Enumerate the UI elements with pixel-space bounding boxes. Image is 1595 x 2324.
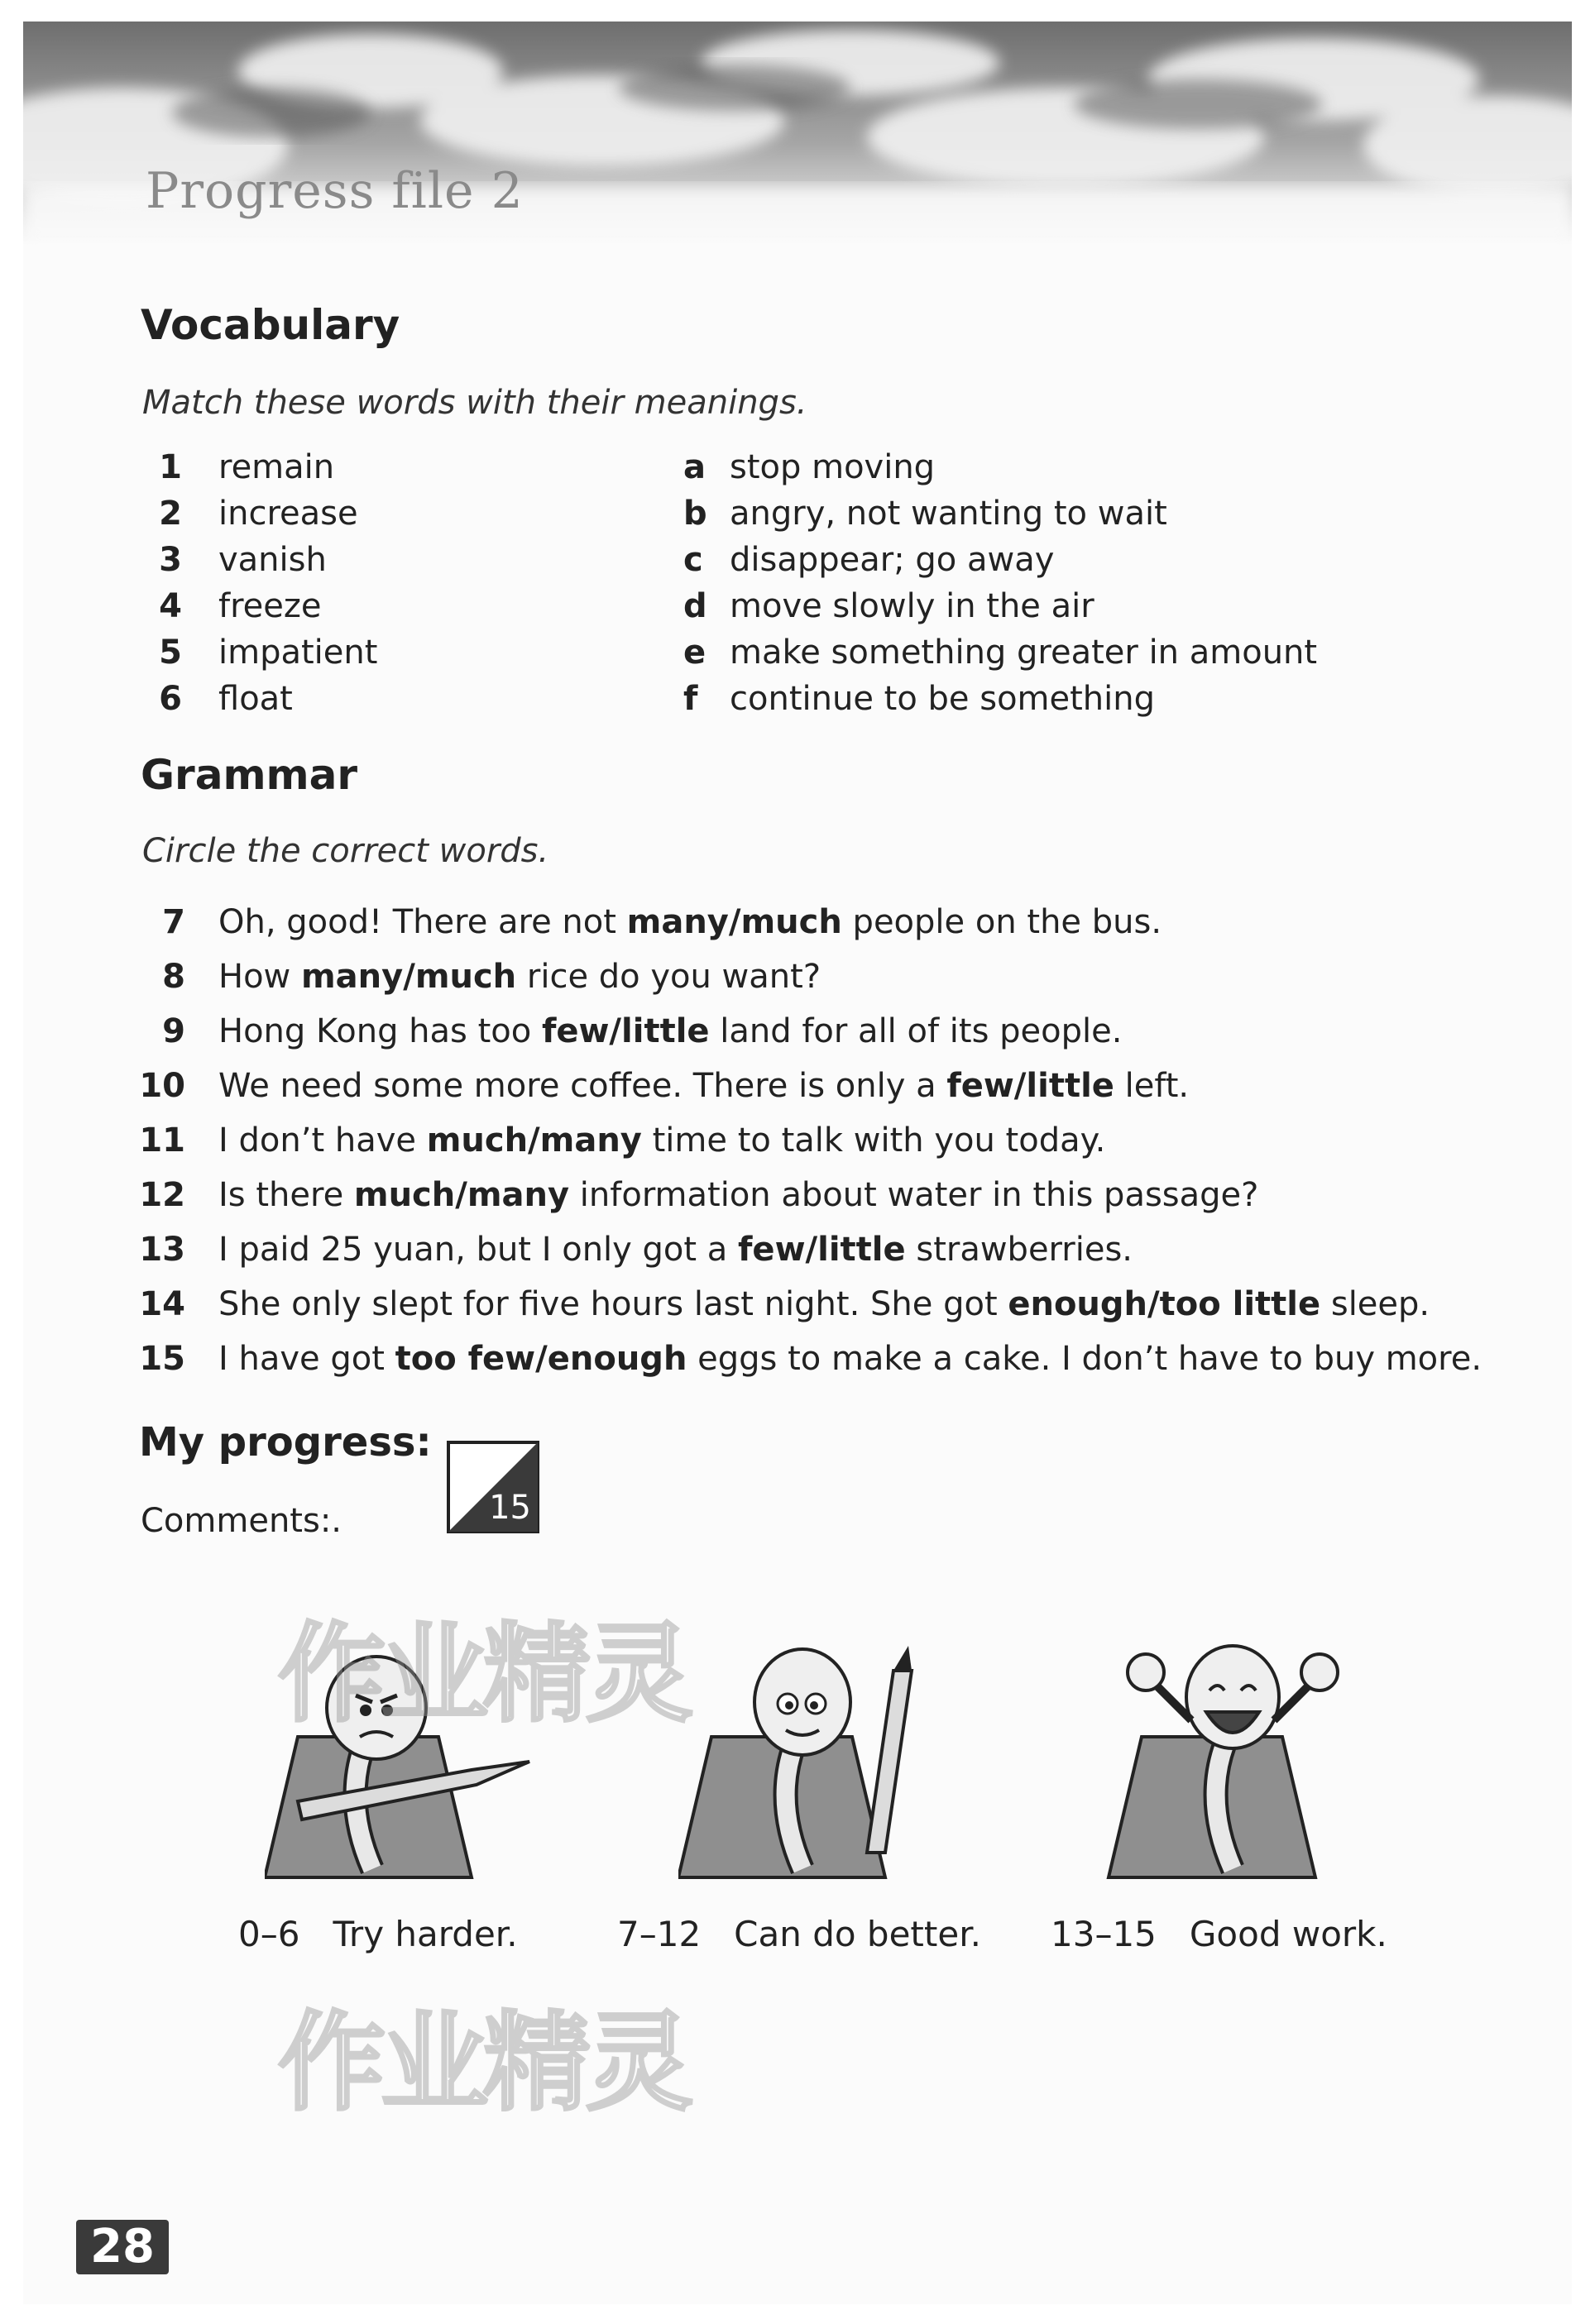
sentence-end: eggs to make a cake. I don’t have to buy more. (687, 1340, 1482, 1378)
grammar-sentence (218, 1067, 1189, 1105)
vocab-meaning-letter: c (683, 541, 703, 579)
page-title: Progress file 2 (146, 162, 524, 220)
vocab-meaning-letter: f (683, 680, 698, 718)
vocab-meaning: continue to be something (730, 680, 1156, 718)
sentence-start: I don’t have (218, 1121, 427, 1160)
vocab-word: impatient (218, 634, 378, 672)
level-text: Good work. (1189, 1914, 1387, 1954)
grammar-sentence (218, 1012, 1122, 1050)
sentence-end: left. (1114, 1067, 1190, 1105)
vocab-word-number: 4 (159, 587, 182, 625)
vocab-meaning-letter: a (683, 448, 706, 486)
vocab-word: increase (218, 495, 358, 533)
vocab-meaning: angry, not wanting to wait (730, 495, 1167, 533)
grammar-item-number: 13 (139, 1231, 185, 1269)
sentence-end: people on the bus. (841, 903, 1162, 941)
grammar-sentence (218, 1121, 1105, 1160)
grammar-sentence (218, 1285, 1430, 1323)
level-0-6 (238, 1914, 518, 1954)
grammar-sentence (218, 1340, 1482, 1378)
level-text: Can do better. (734, 1914, 981, 1954)
sentence-start: She only slept for five hours last night. She got (218, 1285, 1008, 1323)
sentence-start: Hong Kong has too (218, 1012, 542, 1050)
grammar-item-number: 14 (139, 1285, 185, 1323)
sentence-end: land for all of its people. (709, 1012, 1123, 1050)
word-choice[interactable]: much/many (426, 1121, 642, 1160)
grammar-item-number: 10 (139, 1067, 185, 1105)
vocab-word: freeze (218, 587, 322, 625)
vocab-word: float (218, 680, 293, 718)
sentence-end: strawberries. (905, 1231, 1133, 1269)
grammar-item-number: 9 (162, 1012, 185, 1050)
level-range: 0–6 (238, 1914, 300, 1954)
word-choice[interactable]: few/little (946, 1067, 1114, 1105)
vocab-word-number: 5 (159, 634, 182, 672)
grammar-item-number: 15 (139, 1340, 185, 1378)
sentence-end: information about water in this passage? (569, 1176, 1259, 1214)
sentence-start: Oh, good! There are not (218, 903, 627, 941)
grammar-sentence (218, 958, 821, 996)
grammar-sentence (218, 1231, 1133, 1269)
level-7-12 (617, 1914, 981, 1954)
word-choice[interactable]: much/many (353, 1176, 570, 1214)
my-progress-label: My progress: (139, 1419, 432, 1466)
sentence-start: We need some more coffee. There is only a (218, 1067, 947, 1105)
word-choice[interactable]: many/much (626, 903, 842, 941)
sentence-start: Is there (218, 1176, 354, 1214)
level-13-15 (1051, 1914, 1387, 1954)
grammar-item-number: 8 (162, 958, 185, 996)
word-choice[interactable]: few/little (738, 1231, 906, 1269)
score-box[interactable] (447, 1441, 539, 1533)
vocab-word: vanish (218, 541, 327, 579)
vocab-meaning: move slowly in the air (730, 587, 1094, 625)
level-text: Try harder. (333, 1914, 518, 1954)
sentence-end: sleep. (1320, 1285, 1430, 1323)
page-number: 28 (76, 2220, 169, 2274)
sentence-start: I have got (218, 1340, 395, 1378)
vocab-meaning-letter: e (683, 634, 706, 672)
vocab-meaning: stop moving (730, 448, 936, 486)
vocabulary-instruction: Match these words with their meanings. (142, 384, 807, 422)
figure-good-work (1100, 1621, 1373, 1894)
sentence-end: rice do you want? (516, 958, 821, 996)
sentence-end: time to talk with you today. (641, 1121, 1106, 1160)
grammar-heading: Grammar (141, 751, 358, 799)
word-choice[interactable]: too few/enough (395, 1340, 687, 1378)
score-total: 15 (489, 1489, 531, 1527)
sentence-start: I paid 25 yuan, but I only got a (218, 1231, 739, 1269)
vocab-word: remain (218, 448, 335, 486)
word-choice[interactable]: enough/too little (1008, 1285, 1321, 1323)
comments-label: Comments:. (141, 1502, 342, 1540)
character-happy-icon (1100, 1621, 1373, 1894)
vocab-word-number: 3 (159, 541, 182, 579)
page-sheet (23, 22, 1572, 2304)
grammar-item-number: 11 (139, 1121, 185, 1160)
watermark: 作业精灵 (278, 1611, 689, 1737)
grammar-item-number: 12 (139, 1176, 185, 1214)
level-range: 7–12 (617, 1914, 702, 1954)
character-neutral-icon (678, 1621, 951, 1894)
watermark: 作业精灵 (278, 2000, 689, 2126)
word-choice[interactable]: few/little (541, 1012, 710, 1050)
vocab-meaning: disappear; go away (730, 541, 1055, 579)
grammar-sentence (218, 1176, 1258, 1214)
figure-can-do-better (678, 1621, 951, 1894)
vocabulary-heading: Vocabulary (141, 301, 400, 349)
grammar-sentence (218, 903, 1162, 941)
vocab-word-number: 1 (159, 448, 182, 486)
vocab-word-number: 2 (159, 495, 182, 533)
level-range: 13–15 (1051, 1914, 1157, 1954)
grammar-item-number: 7 (162, 903, 185, 941)
vocab-word-number: 6 (159, 680, 182, 718)
vocab-meaning-letter: b (683, 495, 707, 533)
sentence-start: How (218, 958, 301, 996)
grammar-instruction: Circle the correct words. (142, 832, 549, 870)
word-choice[interactable]: many/much (300, 958, 517, 996)
vocab-meaning: make something greater in amount (730, 634, 1318, 672)
vocab-meaning-letter: d (683, 587, 707, 625)
